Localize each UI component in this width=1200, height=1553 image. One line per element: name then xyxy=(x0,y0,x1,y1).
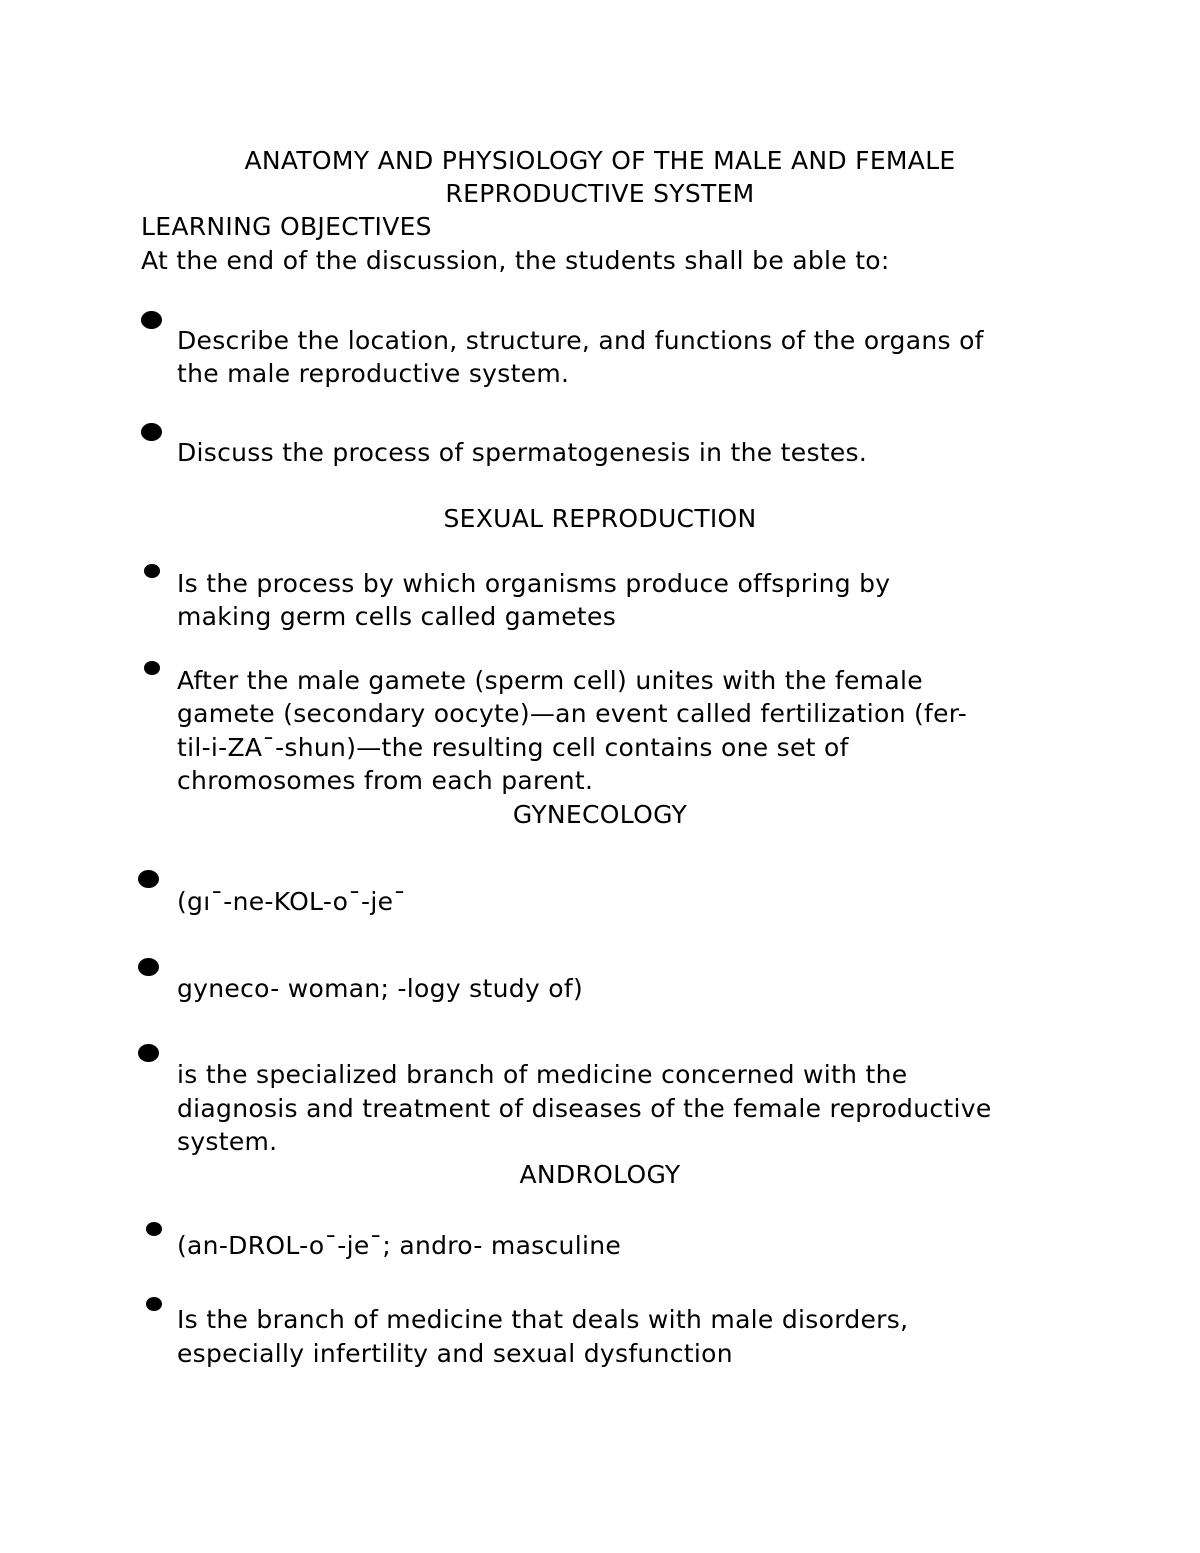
gynecology-item-3-line-3: system. xyxy=(177,1127,278,1156)
bullet-icon xyxy=(146,1297,162,1311)
sexual-reproduction-item-2-line-4: chromosomes from each parent. xyxy=(177,766,594,795)
objective-1-line-2: the male reproductive system. xyxy=(177,359,570,388)
bullet-icon xyxy=(138,1044,159,1062)
bullet-icon xyxy=(138,870,159,888)
andrology-item-2-line-1: Is the branch of medicine that deals with male disorders, xyxy=(177,1305,909,1334)
objectives-heading: LEARNING OBJECTIVES xyxy=(141,212,432,241)
gynecology-item-1-line-1: (gı¯-ne-KOL-o¯-je¯ xyxy=(177,887,407,916)
gynecology-item-3-line-1: is the specialized branch of medicine concerned with the xyxy=(177,1060,908,1089)
sexual-reproduction-item-1-line-1: Is the process by which organisms produce offspring by xyxy=(177,569,891,598)
gynecology-item-2-line-1: gyneco- woman; -logy study of) xyxy=(177,974,583,1003)
bullet-icon xyxy=(144,564,160,578)
bullet-icon xyxy=(141,423,162,441)
bullet-icon xyxy=(146,1222,162,1236)
document-title-line-1: ANATOMY AND PHYSIOLOGY OF THE MALE AND FEMALE xyxy=(244,146,956,175)
gynecology-item-3-line-2: diagnosis and treatment of diseases of the female reproductive xyxy=(177,1094,992,1123)
objective-1-line-1: Describe the location, structure, and functions of the organs of xyxy=(177,326,984,355)
bullet-icon xyxy=(141,311,162,329)
andrology-item-2-line-2: especially infertility and sexual dysfunction xyxy=(177,1339,733,1368)
gynecology-heading: GYNECOLOGY xyxy=(512,800,688,829)
sexual-reproduction-item-2-line-2: gamete (secondary oocyte)—an event called fertilization (fer- xyxy=(177,699,968,728)
objectives-intro: At the end of the discussion, the students shall be able to: xyxy=(141,246,890,275)
sexual-reproduction-item-2-line-1: After the male gamete (sperm cell) unites with the female xyxy=(177,666,923,695)
sexual-reproduction-heading: SEXUAL REPRODUCTION xyxy=(443,504,757,533)
document-title-line-2: REPRODUCTIVE SYSTEM xyxy=(445,179,755,208)
sexual-reproduction-item-1-line-2: making germ cells called gametes xyxy=(177,602,617,631)
andrology-heading: ANDROLOGY xyxy=(519,1160,681,1189)
andrology-item-1-line-1: (an-DROL-o¯-je¯; andro- masculine xyxy=(177,1231,622,1260)
sexual-reproduction-item-2-line-3: til-i-ZA¯-shun)—the resulting cell contains one set of xyxy=(177,733,849,762)
bullet-icon xyxy=(138,958,159,976)
bullet-icon xyxy=(144,661,160,675)
objective-2-line-1: Discuss the process of spermatogenesis in the testes. xyxy=(177,438,868,467)
